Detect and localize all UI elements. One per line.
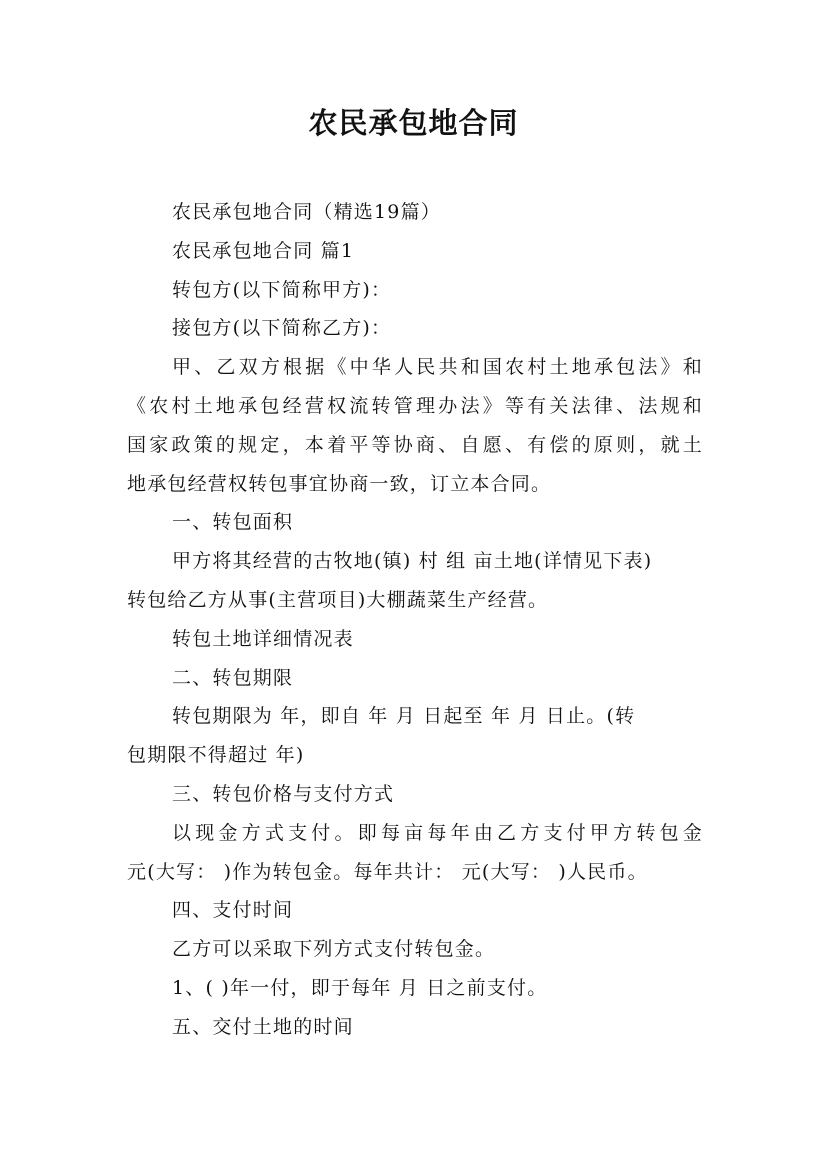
document-title: 农民承包地合同 — [308, 106, 519, 140]
clause-heading: 五、交付土地的时间 — [172, 1015, 354, 1038]
clause-heading: 一、转包面积 — [172, 511, 294, 534]
text-line-section-heading: 农民承包地合同 篇1 — [172, 239, 355, 262]
text-line: 甲、乙双方根据《中华人民共和国农村土地承包法》和 — [172, 356, 703, 379]
text-line-subtitle: 农民承包地合同（精选19篇） — [172, 201, 441, 223]
text-line: 国家政策的规定，本着平等协商、自愿、有偿的原则，就土 — [127, 433, 703, 456]
text-line: 1、( )年一付，即于每年 月 日之前支付。 — [172, 976, 548, 999]
text-line: 地承包经营权转包事宜协商一致，订立本合同。 — [127, 472, 552, 495]
clause-heading: 四、支付时间 — [172, 899, 294, 922]
text-line-party-b: 接包方(以下简称乙方)： — [172, 317, 392, 340]
text-line: 《农村土地承包经营权流转管理办法》等有关法律、法规和 — [127, 394, 703, 417]
table-caption: 转包土地详细情况表 — [172, 627, 354, 650]
text-line-party-a: 转包方(以下简称甲方)： — [172, 278, 392, 301]
text-line: 以现金方式支付。即每亩每年由乙方支付甲方转包金 — [172, 821, 703, 844]
text-line: 乙方可以采取下列方式支付转包金。 — [172, 938, 496, 961]
text-line: 包期限不得超过 年) — [127, 744, 305, 767]
text-line: 甲方将其经营的古牧地(镇) 村 组 亩土地(详情见下表) — [172, 550, 653, 573]
text-line: 转包给乙方从事(主营项目)大棚蔬菜生产经营。 — [127, 588, 549, 611]
text-line: 转包期限为 年，即自 年 月 日起至 年 月 日止。(转 — [172, 705, 636, 728]
clause-heading: 二、转包期限 — [172, 666, 294, 689]
text-line: 元(大写： )作为转包金。每年共计： 元(大写： )人民币。 — [127, 860, 648, 883]
document-body — [127, 193, 703, 1047]
clause-heading: 三、转包价格与支付方式 — [172, 782, 395, 805]
